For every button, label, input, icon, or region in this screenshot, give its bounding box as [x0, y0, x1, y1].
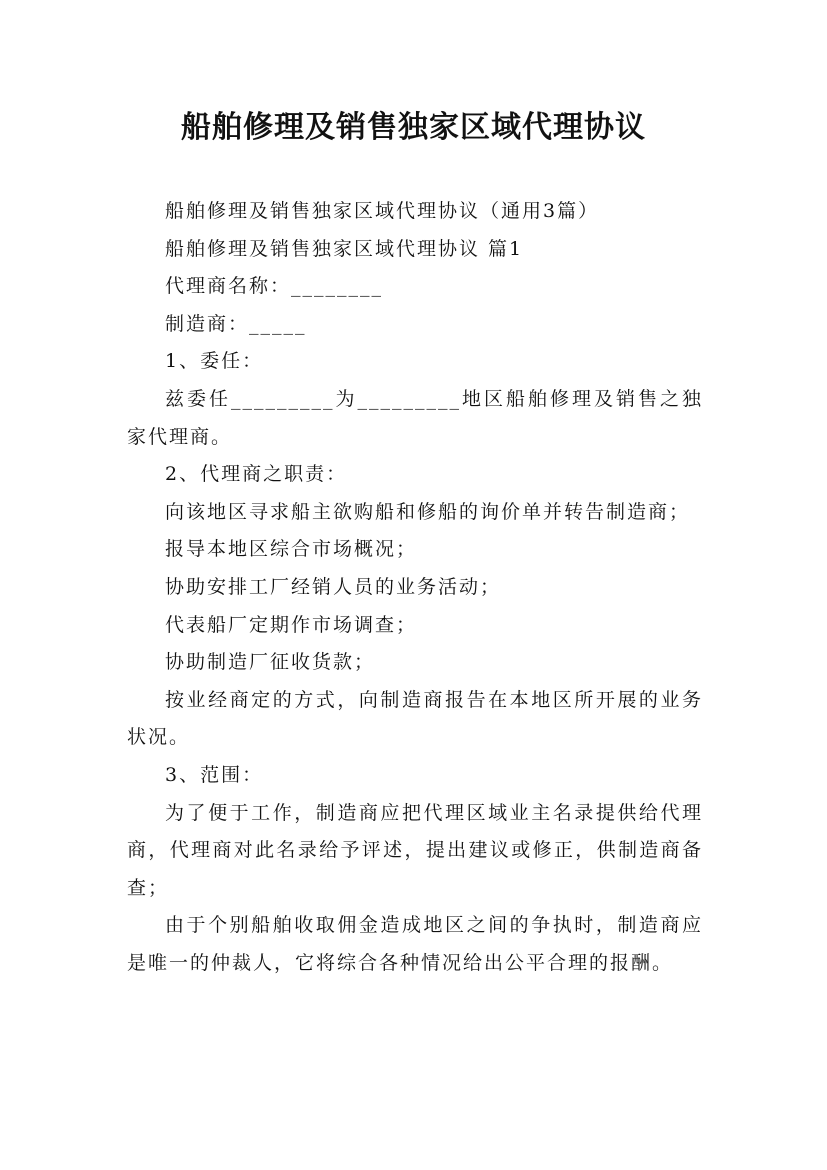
paragraph-manufacturer: 制造商：_____	[165, 312, 307, 335]
paragraph-clause-3-heading: 3、范围：	[165, 763, 264, 786]
paragraph-scope-2: 由于个别船舶收取佣金造成地区之间的争执时，制造商应是唯一的仲裁人，它将综合各种情况给出公平合理的报酬。	[127, 914, 703, 974]
paragraph-scope-1: 为了便于工作，制造商应把代理区域业主名录提供给代理商，代理商对此名录给予评述，提出建议或修正，供制造商备查；	[127, 801, 703, 899]
paragraph-subtitle: 船舶修理及销售独家区域代理协议（通用3篇）	[165, 200, 600, 222]
document-body	[127, 193, 703, 982]
paragraph-duty-5: 协助制造厂征收货款；	[165, 651, 376, 674]
paragraph-duty-3: 协助安排工厂经销人员的业务活动；	[165, 575, 502, 598]
paragraph-appointment: 兹委任_________为_________地区船舶修理及销售之独家代理商。	[127, 387, 703, 448]
paragraph-duty-6: 按业经商定的方式，向制造商报告在本地区所开展的业务状况。	[127, 688, 703, 749]
paragraph-clause-2-heading: 2、代理商之职责：	[165, 463, 348, 486]
paragraph-duty-1: 向该地区寻求船主欲购船和修船的询价单并转告制造商；	[165, 500, 691, 523]
paragraph-duty-4: 代表船厂定期作市场调查；	[165, 613, 418, 636]
paragraph-duty-2: 报导本地区综合市场概况；	[165, 538, 418, 561]
paragraph-agent-name: 代理商名称：________	[165, 275, 384, 298]
paragraph-clause-1-heading: 1、委任：	[165, 350, 264, 373]
paragraph-section-heading: 船舶修理及销售独家区域代理协议 篇1	[165, 237, 524, 260]
document-title: 船舶修理及销售独家区域代理协议	[181, 110, 646, 145]
